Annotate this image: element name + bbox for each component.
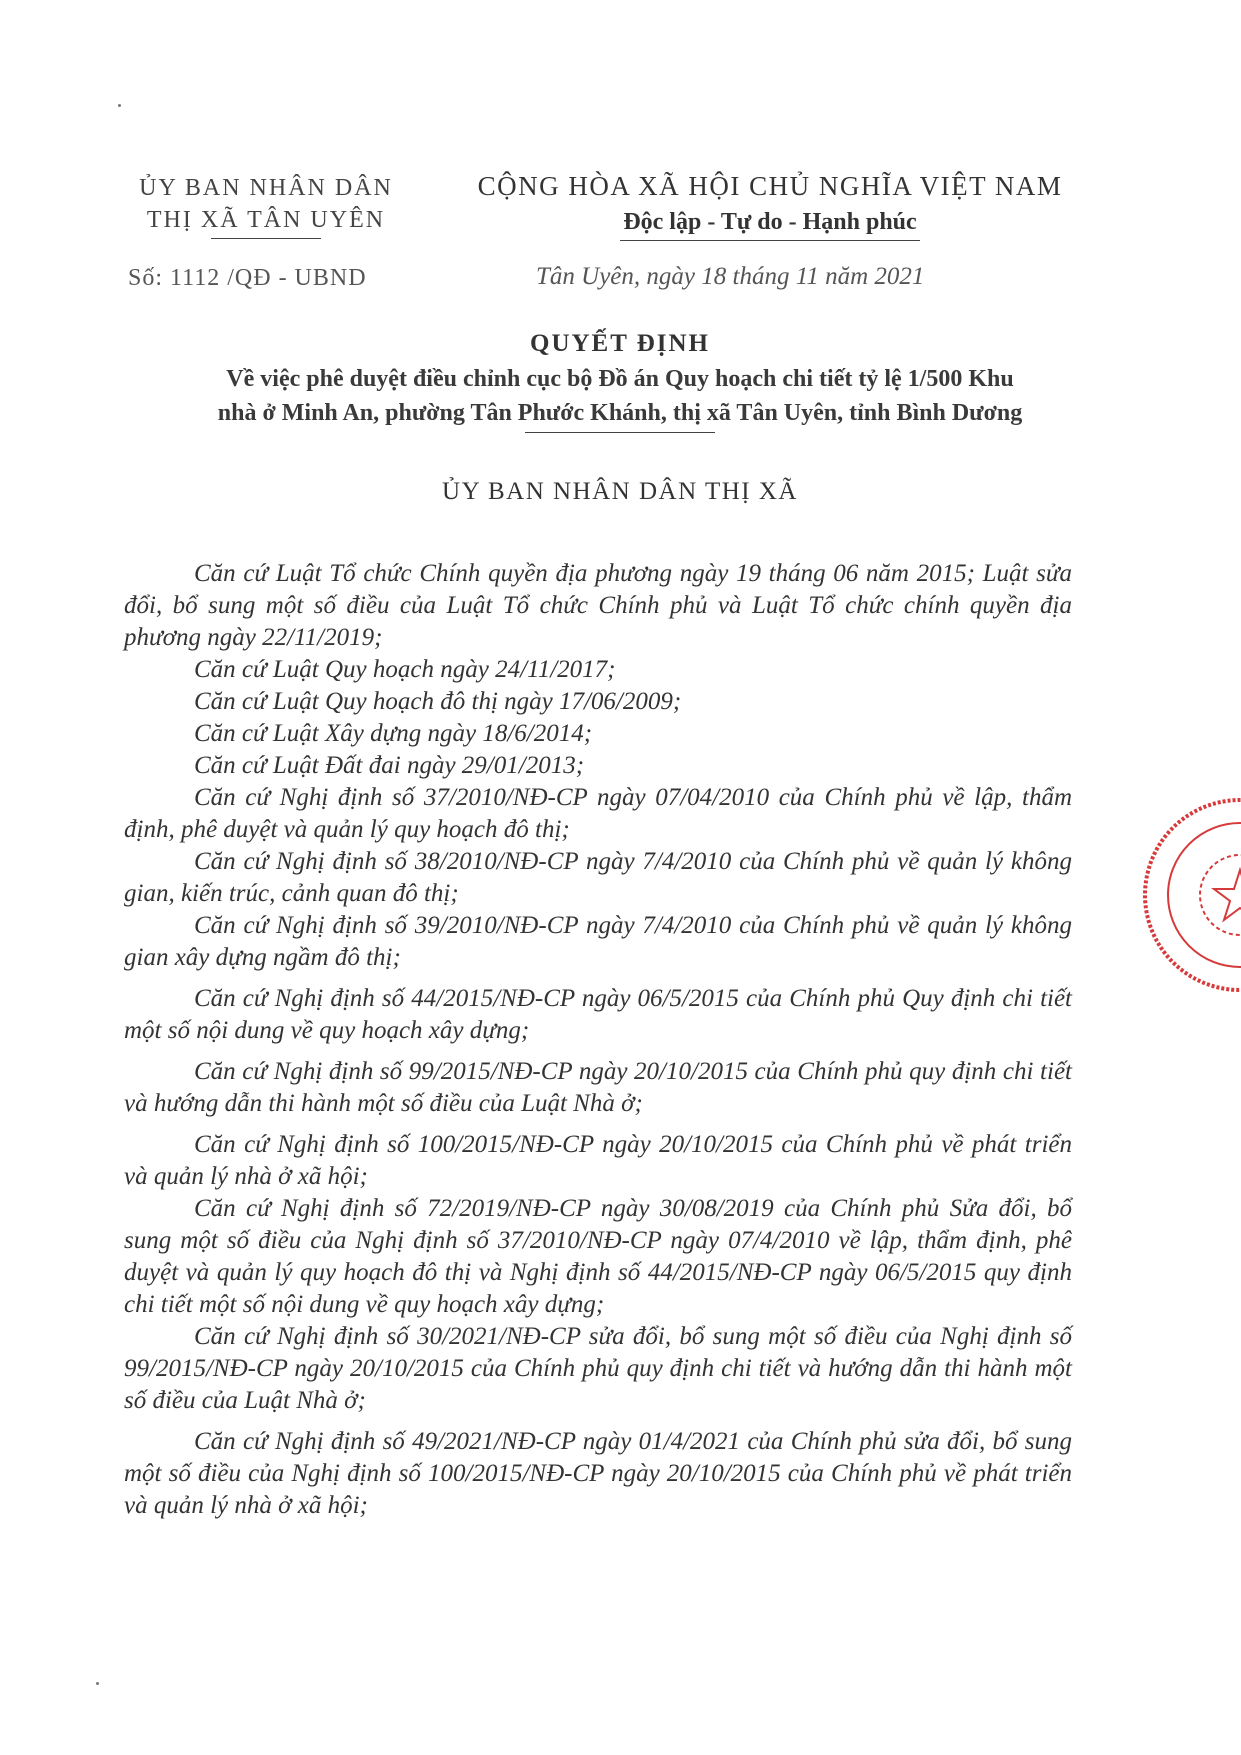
national-heading xyxy=(470,168,1070,241)
scan-speck xyxy=(118,104,121,107)
national-motto: Độc lập - Tự do - Hạnh phúc xyxy=(623,209,917,235)
legal-basis-item: Căn cứ Luật Quy hoạch đô thị ngày 17/06/2009; xyxy=(194,688,682,715)
issuing-authority-line2: THỊ XÃ TÂN UYÊN xyxy=(146,207,386,233)
legal-basis-item: Căn cứ Nghị định số 100/2015/NĐ-CP ngày 20/10/2015 của Chính phủ về phát triển và quản lý nhà ở xã hội; xyxy=(124,1131,1072,1190)
legal-basis-item: Căn cứ Luật Đất đai ngày 29/01/2013; xyxy=(194,752,585,779)
legal-basis-item: Căn cứ Nghị định số 30/2021/NĐ-CP sửa đổi, bổ sung một số điều của Nghị định số 99/2015/NĐ-CP ngày 20/10/2015 của Chính phủ quy định chi tiết và hướng dẫn thi hành một số điều của Luật Nhà ở; xyxy=(124,1323,1072,1414)
legal-basis-list xyxy=(124,558,1072,1522)
legal-basis-item: Căn cứ Nghị định số 37/2010/NĐ-CP ngày 07/04/2010 của Chính phủ về lập, thẩm định, phê duyệt và quản lý quy hoạch đô thị; xyxy=(124,784,1072,843)
seal-outer-ring xyxy=(1145,800,1241,990)
nation-name: CỘNG HÒA XÃ HỘI CHỦ NGHĨA VIỆT NAM xyxy=(477,171,1063,201)
subject-underline xyxy=(525,432,715,433)
title-block xyxy=(100,328,1140,433)
legal-basis-item: Căn cứ Luật Tổ chức Chính quyền địa phương ngày 19 tháng 06 năm 2015; Luật sửa đổi, bổ sung một số điều của Luật Tổ chức Chính phủ và Luật Tổ chức chính quyền địa phương ngày 22/11/2019; xyxy=(124,560,1072,651)
authority-underline xyxy=(211,238,321,239)
issuing-authority-line1: ỦY BAN NHÂN DÂN xyxy=(139,175,393,201)
legal-basis-item: Căn cứ Luật Quy hoạch ngày 24/11/2017; xyxy=(194,656,616,683)
place-date-line: Tân Uyên, ngày 18 tháng 11 năm 2021 xyxy=(536,263,925,290)
legal-basis-item: Căn cứ Luật Xây dựng ngày 18/6/2014; xyxy=(194,720,593,747)
issuing-authority xyxy=(116,172,416,239)
document-number: Số: 1112 /QĐ - UBND xyxy=(128,265,367,291)
legal-basis-item: Căn cứ Nghị định số 72/2019/NĐ-CP ngày 30/08/2019 của Chính phủ Sửa đổi, bổ sung một số điều của Nghị định số 37/2010/NĐ-CP ngày 07/4/2010 về lập, thẩm định, phê duyệt và quản lý quy hoạch đô thị và Nghị định số 44/2015/NĐ-CP ngày 06/5/2015 quy định chi tiết một số nội dung về quy hoạch xây dựng; xyxy=(124,1195,1072,1318)
subject-line-2: nhà ở Minh An, phường Tân Phước Khánh, thị xã Tân Uyên, tỉnh Bình Dương xyxy=(217,400,1023,426)
scan-speck xyxy=(96,1682,99,1685)
subject-line-1: Về việc phê duyệt điều chỉnh cục bộ Đồ án Quy hoạch chi tiết tỷ lệ 1/500 Khu xyxy=(226,366,1014,392)
legal-basis-item: Căn cứ Nghị định số 39/2010/NĐ-CP ngày 7/4/2010 của Chính phủ về quản lý không gian xây dựng ngầm đô thị; xyxy=(124,912,1072,971)
motto-underline xyxy=(620,240,920,241)
deciding-authority: ỦY BAN NHÂN DÂN THỊ XÃ xyxy=(442,478,798,505)
legal-basis-item: Căn cứ Nghị định số 99/2015/NĐ-CP ngày 20/10/2015 của Chính phủ quy định chi tiết và hướng dẫn thi hành một số điều của Luật Nhà ở; xyxy=(124,1058,1072,1117)
red-seal-stamp xyxy=(1140,795,1241,995)
document-type: QUYẾT ĐỊNH xyxy=(530,330,710,357)
seal-inner-ring xyxy=(1168,823,1241,967)
seal-emblem-star xyxy=(1214,870,1241,920)
legal-basis-item: Căn cứ Nghị định số 38/2010/NĐ-CP ngày 7/4/2010 của Chính phủ về quản lý không gian, kiến trúc, cảnh quan đô thị; xyxy=(124,848,1072,907)
legal-basis-item: Căn cứ Nghị định số 44/2015/NĐ-CP ngày 06/5/2015 của Chính phủ Quy định chi tiết một số nội dung về quy hoạch xây dựng; xyxy=(124,985,1072,1044)
legal-basis-item: Căn cứ Nghị định số 49/2021/NĐ-CP ngày 01/4/2021 của Chính phủ sửa đổi, bổ sung một số điều của Nghị định số 100/2015/NĐ-CP ngày 20/10/2015 của Chính phủ về phát triển và quản lý nhà ở xã hội; xyxy=(124,1428,1072,1519)
